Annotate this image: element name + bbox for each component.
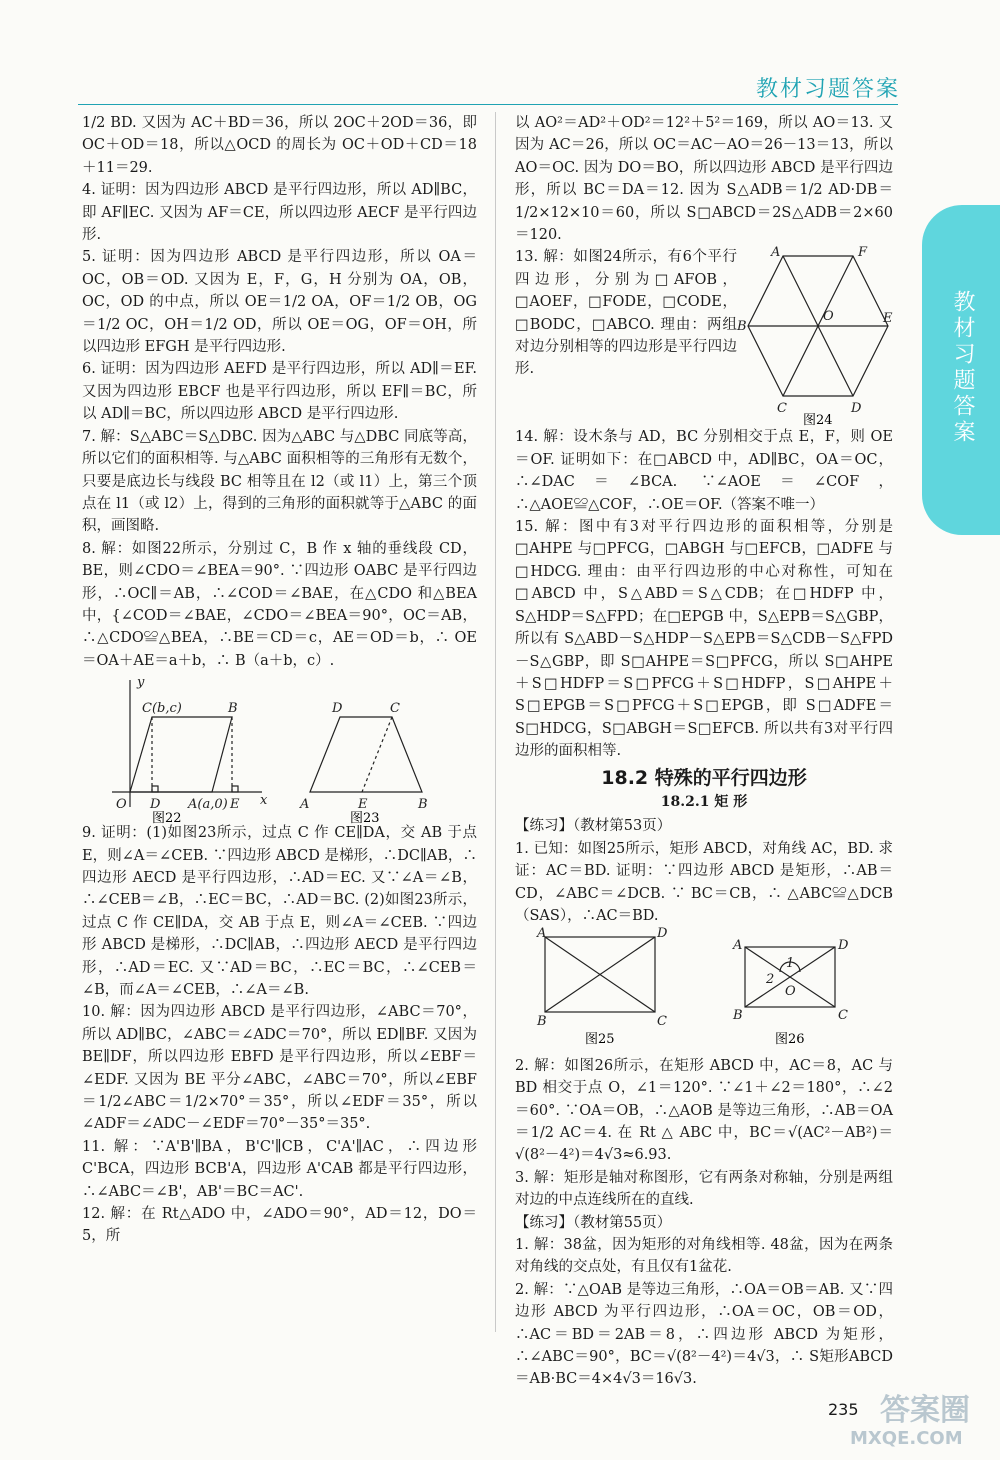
answer-item: 8. 解：如图22所示，分别过 C，B 作 x 轴的垂线段 CD，BE，则∠CDO＝∠BEA＝90°. ∵四边形 OABC 是平行四边形，∴OC∥＝AB，∴∠COD＝∠BAE，在△CDO 和△BEA 中，{∠COD＝∠BAE，∠CDO＝∠BEA＝90°，OC＝AB，∴△CDO≌△BEA，∴BE＝CD＝c，AE＝OD＝b，∴ OE＝OA＋AE＝a＋b，∴ B（a＋b，c）.: [82, 540, 477, 669]
fig25-label: B: [537, 1014, 547, 1030]
fig22-label: D: [150, 797, 161, 813]
answer-item: 1. 解：38盆，因为矩形的对角线相等. 48盆，因为在两条对角线的交点处，有且仅有1盆花.: [515, 1237, 893, 1276]
fig23-label: C: [390, 701, 400, 717]
item13-14-block: [515, 245, 893, 429]
practice-heading: 【练习】（教材第55页）: [515, 1214, 672, 1231]
answer-item: 15. 解：图中有3对平行四边形的面积相等，分别是□AHPE 与□PFCG，□ABGH 与□EFCB，□ADFE 与□HDCG. 理由：由平行四边形的中心对称性，可知在□ABCD 中，S△ABD＝S△CDB；在□HDFP 中，S△HDP＝S△FPD；在□EPGB 中，S△EPB＝S△GBP，所以有 S△ABD－S△HDP－S△EPB＝S△CDB－S△FPD－S△GBP，即 S□AHPE＝S□PFCG，所以 S□AHPE＋S□HDFP＝S□PFCG＋S□HDFP，S□AHPE＋S□EPGB＝S□PFCG＋S□EPGB，即 S□ADFE＝S□HDCG，S□ABGH＝S□EFCB. 所以共有3对平行四边形的面积相等.: [515, 519, 893, 760]
figures-25-26: [515, 927, 893, 1047]
practice-heading: 【练习】（教材第53页）: [515, 818, 672, 835]
figure-25: [545, 937, 655, 1012]
section-title: 18.2 特殊的平行四边形: [601, 766, 807, 789]
answer-item: 13. 解：如图24所示，有6个平行四边形，分别为□AFOB，□AOEF，□FODE，□CODE，□BODC，□ABCO. 理由：两组对边分别相等的四边形是平行四边形.: [515, 249, 737, 378]
fig22-label: x: [260, 793, 268, 809]
fig24-label: F: [858, 245, 868, 261]
answer-item: 10. 解：因为四边形 ABCD 是平行四边形，∠ABC＝70°，所以 AD∥BC，∠ABC＝∠ADC＝70°，所以 ED∥BF. 又因为 BE∥DF，所以四边形 EBFD 是平行四边形，所以∠EBF＝∠EDF. 又因为 BE 平分∠ABC，∠ABC＝70°，所以∠EBF＝1/2∠ABC＝1/2×70°＝35°，所以∠EDF＝35°，所以∠ADF＝∠ADC－∠EDF＝70°－35°＝35°.: [82, 1004, 477, 1133]
fig26-label: A: [733, 938, 743, 954]
subsection-title: 18.2.1 矩 形: [660, 793, 748, 810]
fig26-label: D: [838, 938, 849, 954]
page-number: 235: [828, 1400, 859, 1419]
answer-item: 2. 解：∵△OAB 是等边三角形，∴OA＝OB＝AB. 又∵四边形 ABCD 为平行四边形，∴OA＝OC，OB＝OD，∴AC＝BD＝2AB＝8，∴四边形 ABCD 为矩形，∴∠ABC＝90°，BC＝√(8²－4²)＝4√3，∴ S矩形ABCD＝AB·BC＝4×4√3＝16√3.: [515, 1281, 893, 1388]
fig22-label: C(b,c): [142, 701, 182, 717]
answer-item: 7. 解：S△ABC＝S△DBC. 因为△ABC 与△DBC 同底等高，所以它们的面积相等. 与△ABC 面积相等的三角形有无数个，只要是底边长与线段 BC 相等且在 l2（或 l1）上，第三个顶点在 l1（或 l2）上，得到的三角形的面积就等于△ABC 的面积，画图略.: [82, 428, 477, 535]
fig26-label: 2: [766, 972, 775, 988]
header-title: 教材习题答案: [755, 77, 900, 102]
answer-item: 1/2 BD. 又因为 AC＋BD＝36，所以 2OC＋2OD＝36，即 OC＋OD＝18，所以△OCD 的周长为 OC＋OD＋CD＝18＋11＝29.: [82, 115, 477, 176]
fig22-label: B: [228, 701, 238, 717]
fig24-caption: 图24: [803, 413, 833, 429]
fig25-caption: 图25: [585, 1032, 615, 1048]
fig24-label: C: [777, 401, 787, 417]
figure-22-23-svg: [82, 672, 477, 827]
fig24-label: D: [851, 401, 862, 417]
figure-24: [737, 245, 893, 429]
fig24-label: B: [737, 319, 747, 335]
fig23-label: D: [332, 701, 343, 717]
right-column: [515, 112, 893, 1391]
fig22-label: y: [137, 675, 145, 691]
answer-item: 4. 证明：因为四边形 ABCD 是平行四边形，所以 AD∥BC，即 AF∥EC. 又因为 AF＝CE，所以四边形 AECF 是平行四边形.: [82, 182, 477, 244]
fig26-label: C: [838, 1008, 848, 1024]
figure-22: [112, 680, 262, 807]
answer-item: 14. 解：设木条与 AD，BC 分别相交于点 E，F，则 OE＝OF. 证明如下：在□ABCD 中，AD∥BC，OA＝OC，∴∠DAC＝∠BCA. ∵∠AOE＝∠COF，∴△AOE≌△COF，∴OE＝OF.（答案不唯一）: [515, 429, 893, 513]
side-tab-label: 教材习题答案: [950, 290, 975, 446]
answer-item: 2. 解：如图26所示，在矩形 ABCD 中，AC＝8，AC 与 BD 相交于点 O，∠1＝120°. ∵∠1＋∠2＝180°，∴∠2＝60°. ∵OA＝OB，∴△AOB 是等边三角形，∴AB＝OA＝1/2 AC＝4. 在 Rt △ ABC 中，BC＝√(AC²－AB²)＝√(8²－4²)＝4√3≈6.93.: [515, 1057, 893, 1164]
fig25-label: D: [657, 926, 668, 942]
fig26-caption: 图26: [775, 1032, 805, 1048]
fig26-label: 1: [786, 956, 795, 972]
fig22-label: O: [116, 797, 127, 813]
fig25-label: A: [537, 926, 547, 942]
answer-item: 3. 解：矩形是轴对称图形，它有两条对称轴，分别是两组对边的中点连线所在的直线.: [515, 1169, 893, 1209]
figures-22-23: [82, 672, 477, 827]
left-column: [82, 112, 477, 1248]
answer-item: 11. 解：∵A'B'∥BA，B'C'∥CB，C'A'∥AC，∴四边形 C'BCA，四边形 BCB'A，四边形 A'CAB 都是平行四边形，∴∠ABC＝∠B'，AB'＝BC＝AC'.: [82, 1138, 477, 1200]
header-rule: [78, 104, 898, 105]
fig22-label: A(a,0): [188, 797, 228, 813]
answer-item: 6. 证明：因为四边形 AEFD 是平行四边形，所以 AD∥＝EF. 又因为四边形 EBCF 也是平行四边形，所以 EF∥＝BC，所以 AD∥＝BC，所以四边形 ABCD 是平行四边形.: [82, 361, 477, 423]
fig26-label: B: [733, 1008, 743, 1024]
watermark-url: MXQE.COM: [850, 1428, 963, 1449]
fig22-label: E: [230, 797, 240, 813]
answer-item: 5. 证明：因为四边形 ABCD 是平行四边形，所以 OA＝OC，OB＝OD. 又因为 E，F，G，H 分别为 OA，OB，OC，OD 的中点，所以 OE＝1/2 OA，OF＝1/2 OB，OG＝1/2 OC，OH＝1/2 OD，所以 OE＝OG，OF＝OH，所以四边形 EFGH 是平行四边形.: [82, 249, 477, 356]
answer-item: 12. 解：在 Rt△ADO 中，∠ADO＝90°，AD＝12，DO＝5，所: [82, 1206, 477, 1245]
fig26-label: O: [785, 984, 796, 1000]
fig23-caption: 图23: [350, 811, 380, 827]
answer-item: 以 AO²＝AD²＋OD²＝12²＋5²＝169，所以 AO＝13. 又因为 AC＝26，所以 OC＝AC－AO＝26－13＝13，所以 AO＝OC. 因为 DO＝BO，所以四边形 ABCD 是平行四边形，所以 BC＝DA＝12. 因为 S△ADB＝1/2 AD·DB＝1/2×12×10＝60，所以 S□ABCD＝2S△ADB＝2×60＝120.: [515, 115, 893, 244]
fig24-label: O: [823, 309, 834, 325]
watermark-logo: 答案圈: [880, 1393, 970, 1428]
fig23-label: E: [358, 797, 368, 813]
fig23-label: A: [300, 797, 310, 813]
column-divider: [495, 112, 496, 1332]
answer-item: 9. 证明：(1)如图23所示，过点 C 作 CE∥DA，交 AB 于点 E，则∠A＝∠CEB. ∵四边形 ABCD 是梯形，∴DC∥AB，∴四边形 AECD 是平行四边形，∴AD＝EC. 又∵∠A＝∠B，∴∠CEB＝∠B，∴EC＝BC，∴AD＝BC. (2)如图23所示，过点 C 作 CE∥DA，交 AB 于点 E，则∠A＝∠CEB. ∵四边形 ABCD 是梯形，∴DC∥AB，∴四边形 AECD 是平行四边形，∴AD＝EC. 又∵AD＝BC，∴EC＝BC，∴∠CEB＝∠B，而∠A＝∠CEB，∴∠A＝∠B.: [82, 825, 477, 998]
answer-item: 1. 已知：如图25所示，矩形 ABCD，对角线 AC，BD. 求证：AC＝BD. 证明：∵四边形 ABCD 是矩形，∴AB＝CD，∠ABC＝∠DCB. ∵ BC＝CB，∴ △ABC≌△DCB（SAS），∴AC＝BD.: [515, 840, 893, 924]
fig24-label: A: [771, 245, 781, 261]
figure-23: [310, 717, 422, 792]
fig25-label: C: [657, 1014, 667, 1030]
fig24-label: E: [883, 311, 893, 327]
fig22-caption: 图22: [152, 811, 182, 827]
fig23-label: B: [418, 797, 428, 813]
